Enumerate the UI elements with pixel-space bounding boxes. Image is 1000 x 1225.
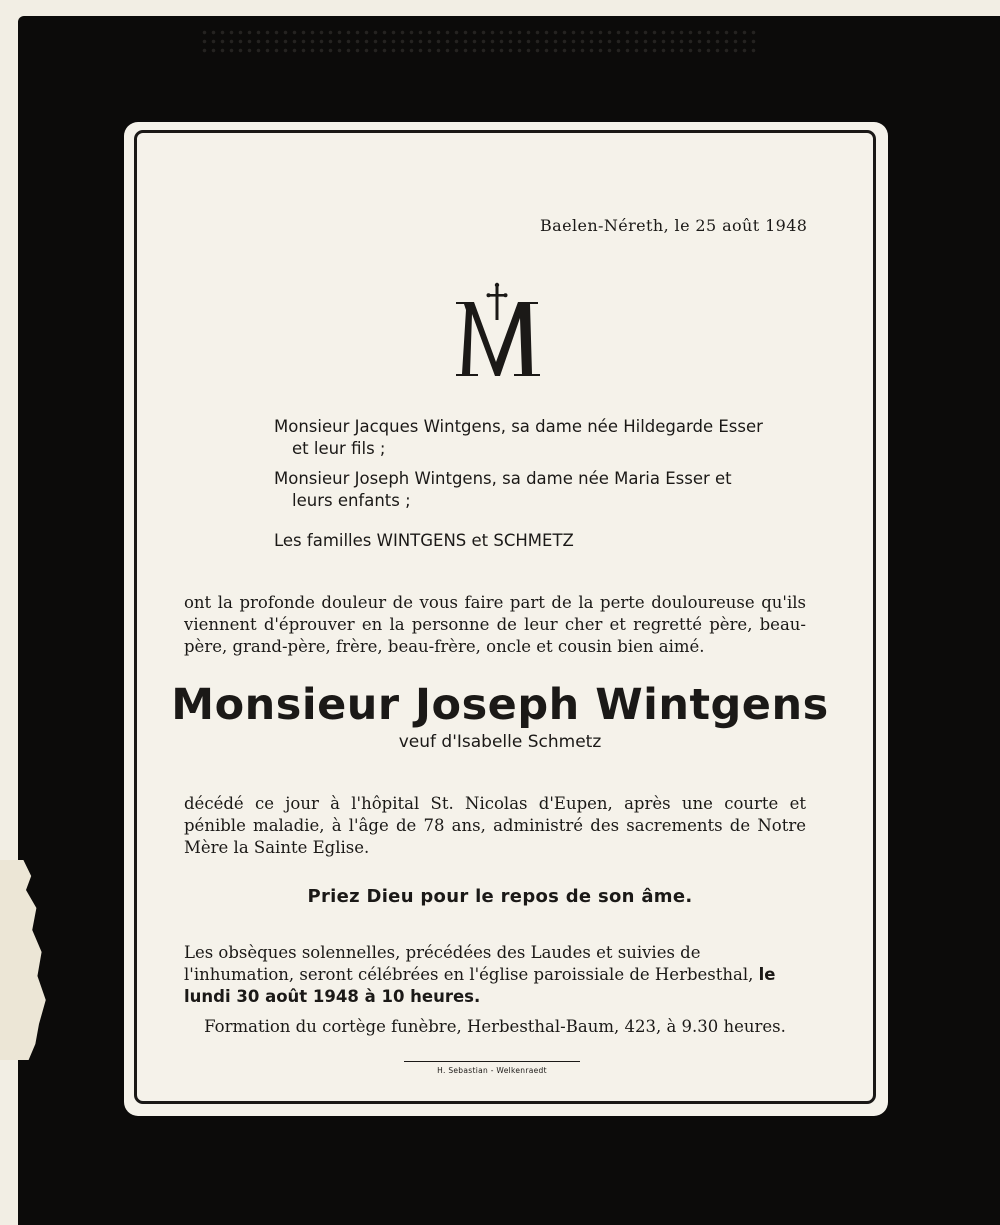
place-date: Baelen-Néreth, le 25 août 1948 [540, 216, 808, 235]
cross-icon [448, 282, 548, 378]
mourner-entry [274, 416, 808, 460]
embossed-perforation [200, 28, 760, 56]
printer-divider [404, 1061, 580, 1062]
funeral-paragraph [184, 942, 806, 1008]
death-details-paragraph: décédé ce jour à l'hôpital St. Nicolas d'Eupen, après une courte et pénible maladie, à l'âge de 78 ans, administré des sacrements de Notre Mère la Sainte Eglise. [184, 794, 806, 857]
mourner-line-cont: et leur fils ; [292, 439, 386, 458]
printer-imprint: H. Sebastian - Welkenraedt [437, 1066, 547, 1075]
marian-monogram [448, 282, 548, 378]
mourner-line: Monsieur Joseph Wintgens, sa dame née Maria Esser et [274, 469, 732, 488]
deceased-name: Monsieur Joseph Wintgens [171, 680, 829, 730]
cortege-line: Formation du cortège funèbre, Herbesthal-Baum, 423, à 9.30 heures. [204, 1017, 786, 1036]
mourners-list [274, 416, 808, 560]
announcement-paragraph: ont la profonde douleur de vous faire part de la perte douloureuse qu'ils viennent d'éprouver en la personne de leur cher et regretté père, beau-père, grand-père, frère, beau-frère, oncle et cousin bien aimé. [184, 593, 806, 656]
widower-line: veuf d'Isabelle Schmetz [398, 732, 602, 752]
mourner-entry [274, 468, 808, 512]
funeral-text: Les obsèques solennelles, précédées des Laudes et suivies de l'inhumation, seront célébrées en l'église paroissiale de Herbesthal, [184, 943, 754, 984]
funeral-date-time: le lundi 30 août 1948 à 10 heures. [184, 965, 776, 1006]
mourner-line: Monsieur Jacques Wintgens, sa dame née Hildegarde Esser [274, 417, 763, 436]
mourner-line-cont: leurs enfants ; [292, 491, 411, 510]
families-line: Les familles WINTGENS et SCHMETZ [274, 531, 574, 550]
prayer-line: Priez Dieu pour le repos de son âme. [307, 886, 693, 907]
